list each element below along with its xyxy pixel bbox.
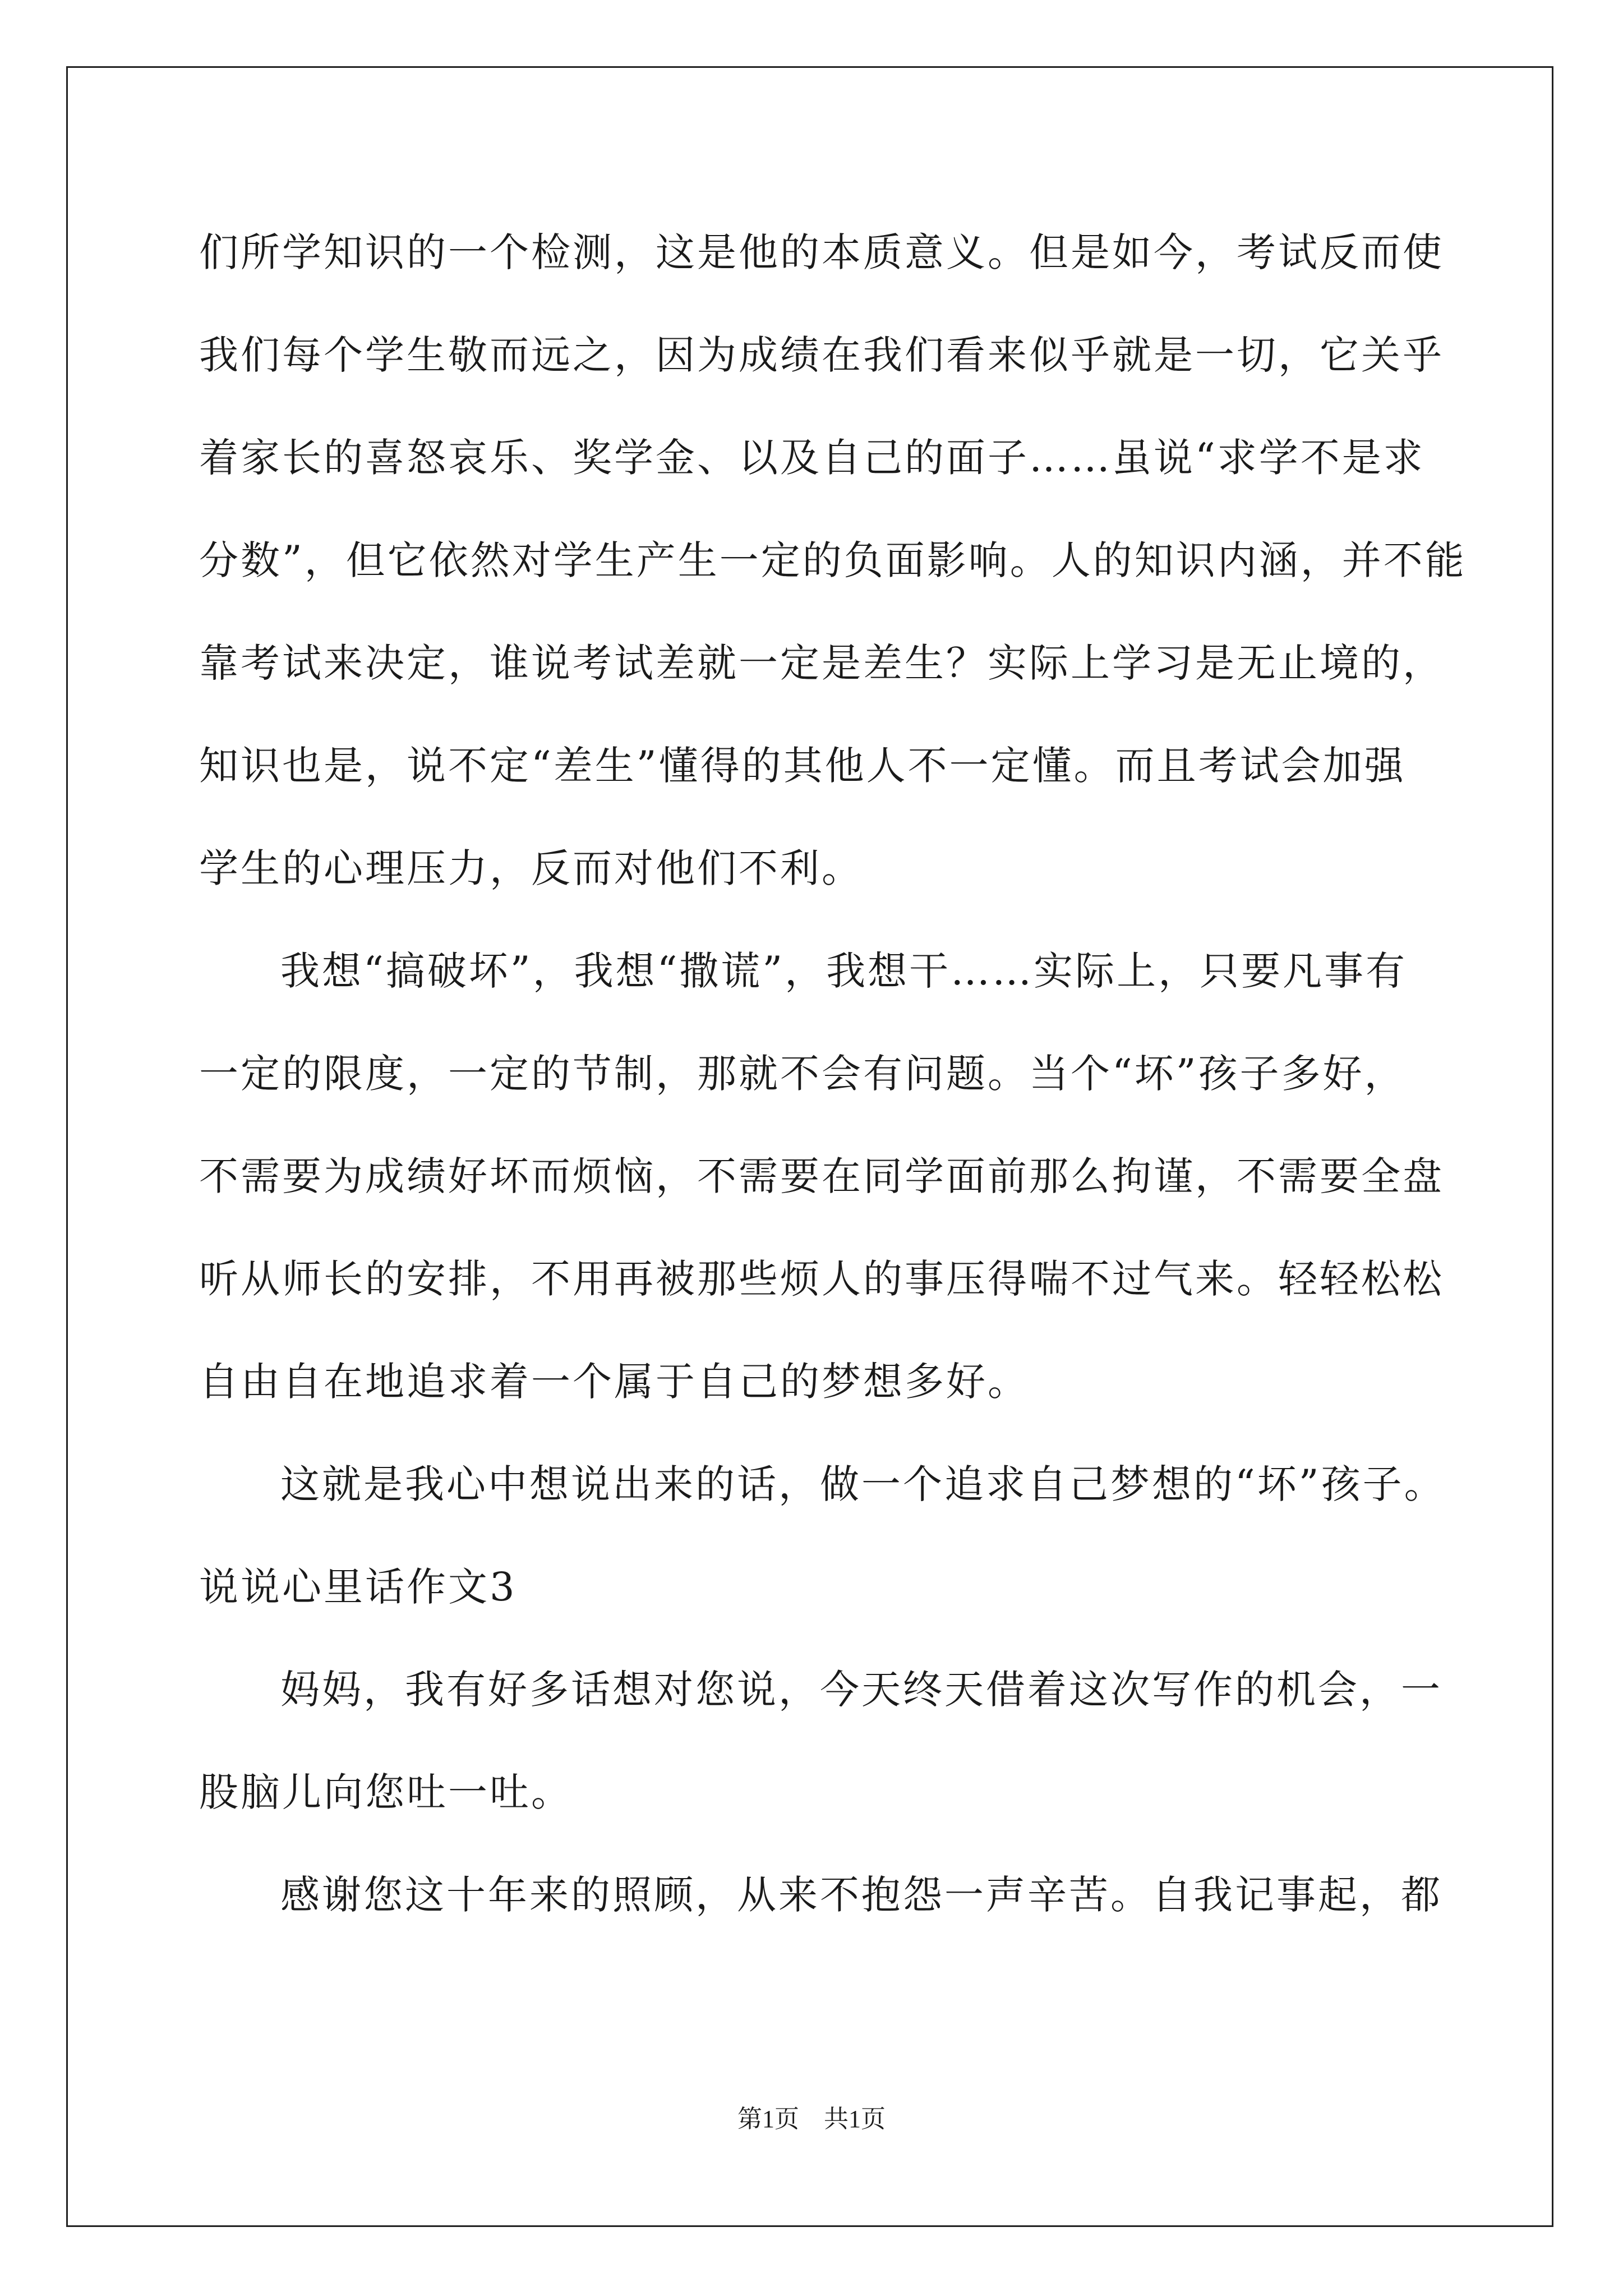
text-line: 我们每个学生敬而远之，因为成绩在我们看来似乎就是一切，它关乎 xyxy=(199,332,1444,378)
text-line: 股脑儿向您吐一吐。 xyxy=(199,1769,573,1815)
text-line: 自由自在地追求着一个属于自己的梦想多好。 xyxy=(199,1359,1029,1405)
text-line: 靠考试来决定，谁说考试差就一定是差生？实际上学习是无止境的， xyxy=(199,640,1444,686)
text-line: 一定的限度，一定的节制，那就不会有问题。当个“坏”孩子多好， xyxy=(199,1051,1406,1097)
page-number-footer: 第1页 共1页 xyxy=(737,2105,886,2133)
text-line: 学生的心理压力，反而对他们不利。 xyxy=(199,845,863,891)
text-line: 不需要为成绩好坏而烦恼，不需要在同学面前那么拘谨，不需要全盘 xyxy=(199,1153,1444,1199)
paragraph-first-line: 妈妈，我有好多话想对您说，今天终天借着这次写作的机会，一 xyxy=(280,1667,1442,1713)
text-line: 们所学知识的一个检测，这是他的本质意义。但是如今，考试反而使 xyxy=(199,229,1444,275)
text-line: 知识也是，说不定“差生”懂得的其他人不一定懂。而且考试会加强 xyxy=(199,743,1406,789)
paragraph-first-line: 这就是我心中想说出来的话，做一个追求自己梦想的“坏”孩子。 xyxy=(280,1461,1446,1507)
text-line: 着家长的喜怒哀乐、奖学金、以及自己的面子……虽说“求学不是求 xyxy=(199,435,1425,481)
section-heading: 说说心里话作文3 xyxy=(199,1564,517,1610)
text-line: 分数”，但它依然对学生产生一定的负面影响。人的知识内涵，并不能 xyxy=(199,537,1467,583)
paragraph-first-line: 我想“搞破坏”，我想“撒谎”，我想干……实际上，只要凡事有 xyxy=(280,948,1408,994)
text-line: 听从师长的安排，不用再被那些烦人的事压得喘不过气来。轻轻松松 xyxy=(199,1256,1444,1302)
paragraph-first-line: 感谢您这十年来的照顾，从来不抱怨一声辛苦。自我记事起，都 xyxy=(280,1872,1442,1918)
